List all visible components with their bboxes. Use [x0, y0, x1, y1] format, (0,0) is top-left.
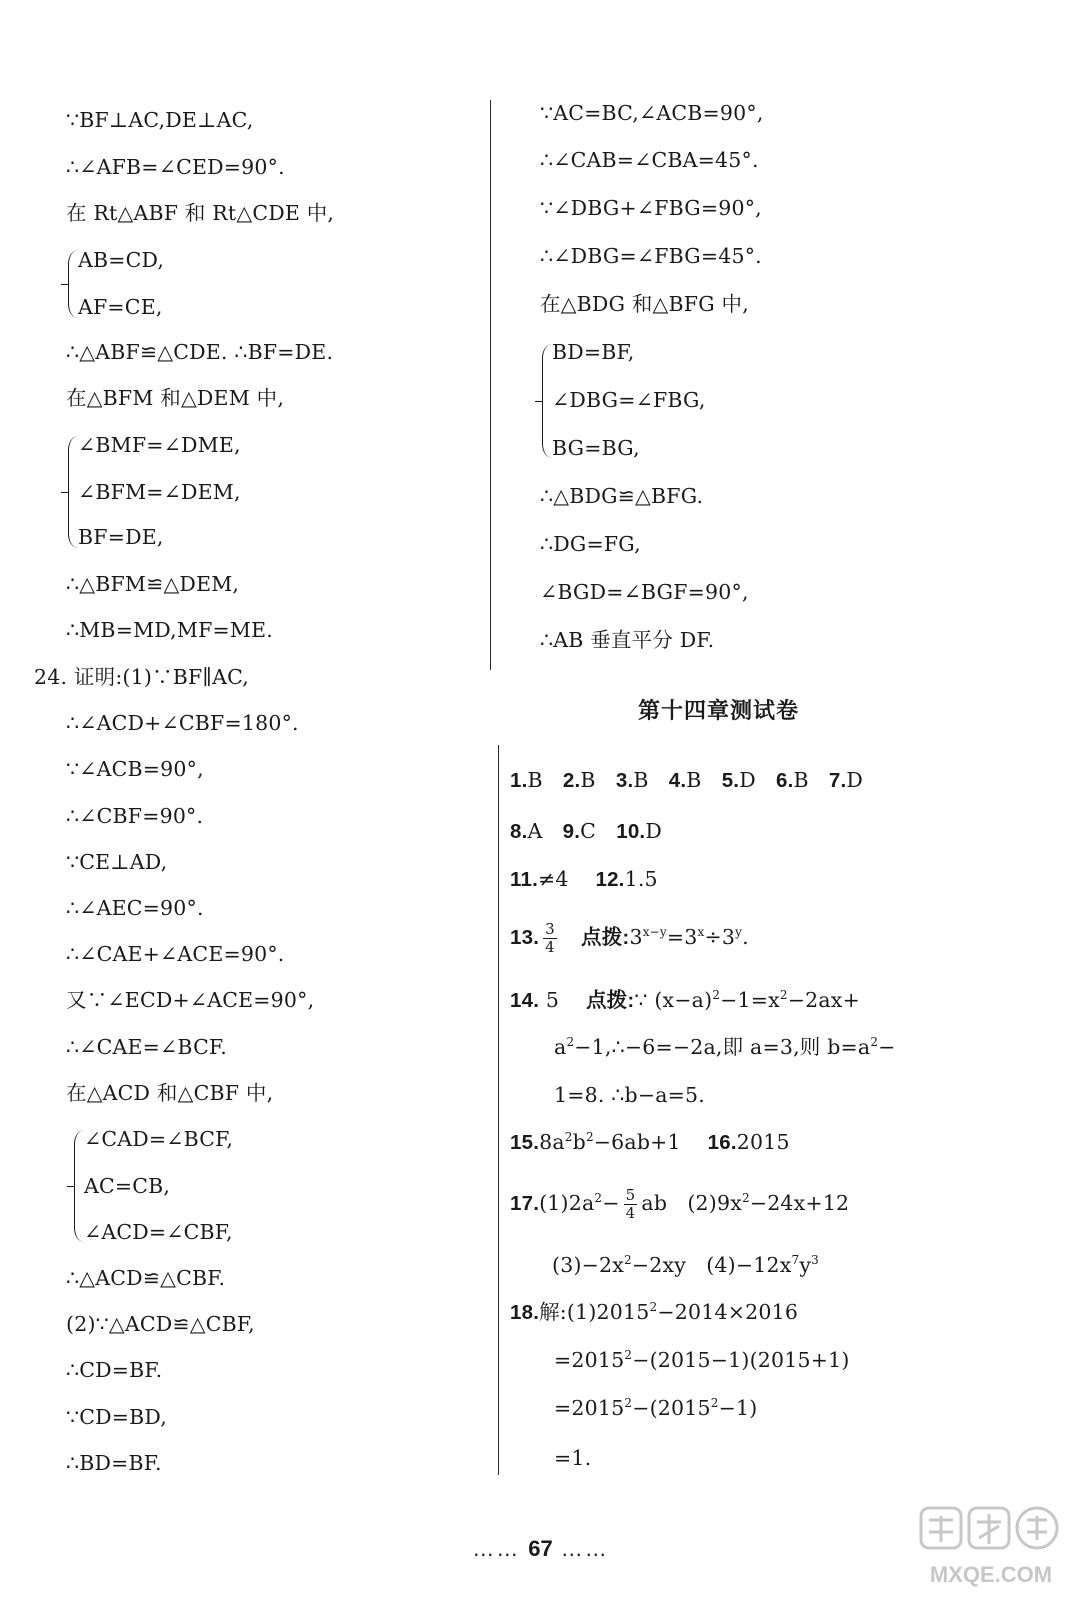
watermark-text: MXQE.COM	[929, 1562, 1053, 1587]
answer-row-mc-1: 1.B 2.B 3.B 4.B 5.D 6.B 7.D	[510, 768, 864, 792]
watermark-logo	[915, 1502, 1067, 1592]
proof-line: (2)∵△ACD≌△CBF,	[66, 1312, 255, 1336]
proof-line: ∴△ACD≌△CBF.	[66, 1266, 226, 1290]
answer-row-18-cont: $=2015^2-(2015-1)(2015+1)$	[554, 1348, 850, 1372]
fraction: $\frac{3}{4}$	[545, 920, 555, 956]
proof-line: ∵BF⊥AC,DE⊥AC,	[66, 108, 254, 132]
proof-line: BF=DE,	[78, 525, 164, 549]
proof-line: ∴∠ACD+∠CBF=180°.	[66, 711, 299, 735]
column-divider	[498, 745, 499, 1475]
answer-row-17-cont: $(3)-2x^2-2xy$ $(4)-12x^7y^3$	[552, 1253, 819, 1277]
proof-line: ∴DG=FG,	[540, 532, 641, 556]
proof-line: ∠BGD=∠BGF=90°,	[540, 580, 749, 604]
proof-line: ∴△BFM≌△DEM,	[66, 572, 240, 596]
answer-row-17: $17.(1)2a^2-$ $\frac{5}{4}$ ab $(2)9x^2-24x+12$	[510, 1186, 850, 1222]
answer-row-15-16: $15.8a^2b^2-6ab+1$ 16.2015	[510, 1130, 790, 1154]
proof-line: BD=BF,	[552, 340, 635, 364]
proof-line: ∴BD=BF.	[66, 1451, 162, 1475]
proof-line: ∴∠CAE=∠BCF.	[66, 1035, 227, 1059]
proof-line: ∴CD=BF.	[66, 1358, 163, 1382]
answer-row-14-cont: 1=8. ∴b−a=5.	[554, 1083, 705, 1107]
proof-line: ∠CAD=∠BCF,	[84, 1127, 234, 1151]
proof-line: ∴△BDG≌△BFG.	[540, 484, 704, 508]
proof-line: ∴∠AFB=∠CED=90°.	[66, 155, 285, 179]
proof-line: ∴AB 垂直平分 DF.	[540, 628, 715, 652]
answer-row-14-cont: $a^2-1,\therefore-6=-2a$,即 a=3,则 $b=a^2-$	[554, 1035, 896, 1059]
proof-line: ∵AC=BC,∠ACB=90°,	[540, 101, 764, 125]
proof-line: ∴∠CAE+∠ACE=90°.	[66, 942, 285, 966]
proof-line: 在 Rt△ABF 和 Rt△CDE 中,	[66, 201, 335, 225]
proof-line: ∴∠CAB=∠CBA=45°.	[540, 148, 759, 172]
proof-line: ∵CE⊥AD,	[66, 850, 168, 874]
answer-row-13: 13. $\frac{3}{4}$ 点拨$:3^{x-y}=3^x\div 3^y$.	[510, 920, 749, 956]
answer-row-14: 14. 5 点拨:∵ $(x-a)^2-1=x^2-2ax+$	[510, 988, 860, 1012]
proof-line: ∠DBG=∠FBG,	[552, 388, 706, 412]
answer-row-11-12: 11.≠4 12.1.5	[510, 867, 658, 891]
proof-line: ∠ACD=∠CBF,	[84, 1220, 233, 1244]
proof-line: ∠BMF=∠DME,	[78, 433, 241, 457]
proof-line: ∵∠DBG+∠FBG=90°,	[540, 196, 762, 220]
proof-line: AC=CB,	[84, 1174, 171, 1198]
proof-line: ∵∠ACB=90°,	[66, 757, 204, 781]
chapter-heading: 第十四章测试卷	[638, 699, 800, 724]
proof-line: BG=BG,	[552, 436, 640, 460]
column-divider	[490, 100, 491, 670]
answer-row-18-cont: =1.	[554, 1446, 592, 1470]
proof-line: 在△BDG 和△BFG 中,	[540, 292, 749, 316]
proof-line: ∠BFM=∠DEM,	[78, 480, 241, 504]
answer-row-mc-2: 8.A 9.C 10.D	[510, 819, 662, 843]
answer-row-18: 18.解$:(1)2015^2-2014\times 2016$	[510, 1300, 799, 1324]
proof-line: 在△BFM 和△DEM 中,	[66, 386, 285, 410]
page-number: …… 67 ……	[472, 1536, 609, 1561]
proof-line: 又∵∠ECD+∠ACE=90°,	[66, 988, 315, 1012]
question-24-start: 24. 证明:(1)∵BF∥AC,	[34, 665, 249, 689]
proof-line: ∴∠DBG=∠FBG=45°.	[540, 244, 762, 268]
answer-row-18-cont: $=2015^2-(2015^2-1)$	[554, 1396, 758, 1420]
proof-line: ∴MB=MD,MF=ME.	[66, 618, 273, 642]
proof-line: AF=CE,	[78, 295, 163, 319]
proof-line: ∴△ABF≌△CDE. ∴BF=DE.	[66, 340, 334, 364]
proof-line: ∴∠AEC=90°.	[66, 896, 204, 920]
proof-line: AB=CD,	[78, 248, 165, 272]
fraction: $\frac{5}{4}$	[625, 1186, 636, 1222]
proof-line: ∴∠CBF=90°.	[66, 804, 204, 828]
proof-line: ∵CD=BD,	[66, 1405, 168, 1429]
proof-line: 在△ACD 和△CBF 中,	[66, 1081, 274, 1105]
